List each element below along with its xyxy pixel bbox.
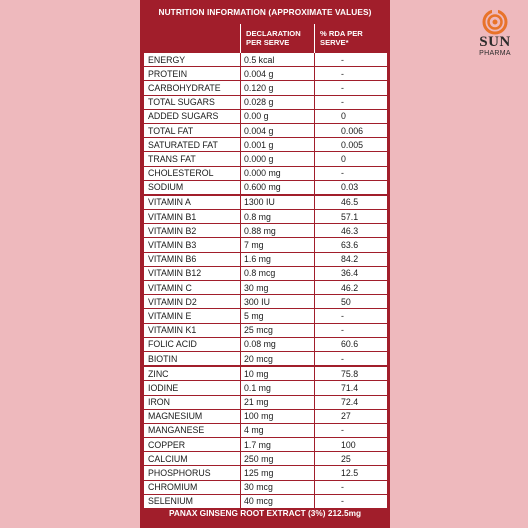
table-row xyxy=(144,224,388,238)
table-row xyxy=(144,152,388,166)
rda-cell: 25 xyxy=(315,452,388,466)
nutrient-cell: BIOTIN xyxy=(144,351,241,366)
rda-cell: 12.5 xyxy=(315,466,388,480)
nutrient-cell: MANGANESE xyxy=(144,423,241,437)
declaration-cell: 0.88 mg xyxy=(241,224,315,238)
table-row xyxy=(144,494,388,508)
table-row xyxy=(144,180,388,195)
rda-cell: - xyxy=(315,81,388,95)
logo-sub: PHARMA xyxy=(479,50,511,57)
rda-cell: - xyxy=(315,423,388,437)
rda-cell: - xyxy=(315,494,388,508)
logo-brand: SUN xyxy=(479,34,511,50)
rda-cell: - xyxy=(315,67,388,81)
rda-cell: 75.8 xyxy=(315,366,388,381)
declaration-cell: 0.5 kcal xyxy=(241,53,315,67)
nutrient-cell: VITAMIN K1 xyxy=(144,323,241,337)
rda-cell: 100 xyxy=(315,438,388,452)
declaration-cell: 0.8 mg xyxy=(241,210,315,224)
header-declaration: DECLARATION PER SERVE xyxy=(241,24,315,53)
table-row xyxy=(144,109,388,123)
nutrient-cell: CARBOHYDRATE xyxy=(144,81,241,95)
nutrient-cell: VITAMIN B12 xyxy=(144,266,241,280)
table-row xyxy=(144,409,388,423)
declaration-cell: 20 mcg xyxy=(241,351,315,366)
rda-cell: - xyxy=(315,166,388,180)
table-row xyxy=(144,53,388,67)
nutrient-cell: VITAMIN B2 xyxy=(144,224,241,238)
declaration-cell: 0.1 mg xyxy=(241,381,315,395)
rda-cell: 46.5 xyxy=(315,195,388,210)
table-row xyxy=(144,238,388,252)
rda-cell: - xyxy=(315,95,388,109)
nutrient-cell: COPPER xyxy=(144,438,241,452)
table-row xyxy=(144,210,388,224)
nutrient-cell: IODINE xyxy=(144,381,241,395)
table-row xyxy=(144,381,388,395)
declaration-cell: 0.000 g xyxy=(241,152,315,166)
rda-cell: 46.3 xyxy=(315,224,388,238)
nutrient-cell: CHOLESTEROL xyxy=(144,166,241,180)
declaration-cell: 0.00 g xyxy=(241,109,315,123)
table-row xyxy=(144,281,388,295)
rda-cell: - xyxy=(315,309,388,323)
nutrient-cell: PROTEIN xyxy=(144,67,241,81)
nutrient-cell: CHROMIUM xyxy=(144,480,241,494)
declaration-cell: 30 mcg xyxy=(241,480,315,494)
table-row xyxy=(144,295,388,309)
table-row xyxy=(144,309,388,323)
declaration-cell: 0.004 g xyxy=(241,123,315,137)
nutrient-cell: SELENIUM xyxy=(144,494,241,508)
nutrient-cell: VITAMIN B3 xyxy=(144,238,241,252)
table-row xyxy=(144,266,388,280)
declaration-cell: 0.004 g xyxy=(241,67,315,81)
rda-cell: 84.2 xyxy=(315,252,388,266)
rda-cell: 71.4 xyxy=(315,381,388,395)
nutrient-cell: VITAMIN A xyxy=(144,195,241,210)
table-row xyxy=(144,366,388,381)
declaration-cell: 0.8 mcg xyxy=(241,266,315,280)
rda-cell: 63.6 xyxy=(315,238,388,252)
declaration-cell: 0.028 g xyxy=(241,95,315,109)
declaration-cell: 1.7 mg xyxy=(241,438,315,452)
rda-cell: - xyxy=(315,480,388,494)
declaration-cell: 1.6 mg xyxy=(241,252,315,266)
nutrient-cell: VITAMIN B1 xyxy=(144,210,241,224)
declaration-cell: 30 mg xyxy=(241,281,315,295)
header-row xyxy=(144,24,388,53)
declaration-cell: 300 IU xyxy=(241,295,315,309)
nutrient-cell: IRON xyxy=(144,395,241,409)
rda-cell: 57.1 xyxy=(315,210,388,224)
nutrient-cell: TOTAL SUGARS xyxy=(144,95,241,109)
declaration-cell: 21 mg xyxy=(241,395,315,409)
declaration-cell: 7 mg xyxy=(241,238,315,252)
table-row xyxy=(144,351,388,366)
table-row xyxy=(144,423,388,437)
header-rda: % RDA PER SERVE* xyxy=(315,24,388,53)
rda-cell: 0.03 xyxy=(315,180,388,195)
table-row xyxy=(144,81,388,95)
declaration-cell: 40 mcg xyxy=(241,494,315,508)
nutrient-cell: VITAMIN B6 xyxy=(144,252,241,266)
nutrient-cell: SODIUM xyxy=(144,180,241,195)
nutrient-cell: SATURATED FAT xyxy=(144,138,241,152)
nutrient-cell: MAGNESIUM xyxy=(144,409,241,423)
table-row xyxy=(144,195,388,210)
declaration-cell: 25 mcg xyxy=(241,323,315,337)
rda-cell: - xyxy=(315,53,388,67)
declaration-cell: 100 mg xyxy=(241,409,315,423)
table-row xyxy=(144,67,388,81)
nutrient-cell: CALCIUM xyxy=(144,452,241,466)
nutrient-cell: VITAMIN C xyxy=(144,281,241,295)
nutrient-cell: ZINC xyxy=(144,366,241,381)
declaration-cell: 10 mg xyxy=(241,366,315,381)
rda-cell: 0 xyxy=(315,152,388,166)
declaration-cell: 1300 IU xyxy=(241,195,315,210)
table-row xyxy=(144,480,388,494)
table-row xyxy=(144,138,388,152)
rda-cell: 72.4 xyxy=(315,395,388,409)
table-row xyxy=(144,323,388,337)
nutrient-cell: PHOSPHORUS xyxy=(144,466,241,480)
declaration-cell: 0.600 mg xyxy=(241,180,315,195)
nutrient-cell: TOTAL FAT xyxy=(144,123,241,137)
declaration-cell: 4 mg xyxy=(241,423,315,437)
nutrition-table xyxy=(143,24,388,509)
rda-cell: 46.2 xyxy=(315,281,388,295)
table-title: NUTRITION INFORMATION (APPROXIMATE VALUES) xyxy=(158,7,372,17)
footer-note: PANAX GINSENG ROOT EXTRACT (3%) 212.5mg xyxy=(168,508,362,518)
rda-cell: 60.6 xyxy=(315,337,388,351)
nutrient-cell: ADDED SUGARS xyxy=(144,109,241,123)
nutrient-cell: FOLIC ACID xyxy=(144,337,241,351)
rda-cell: 50 xyxy=(315,295,388,309)
declaration-cell: 0.000 mg xyxy=(241,166,315,180)
nutrient-cell: VITAMIN E xyxy=(144,309,241,323)
nutrient-cell: VITAMIN D2 xyxy=(144,295,241,309)
table-row xyxy=(144,466,388,480)
declaration-cell: 0.08 mg xyxy=(241,337,315,351)
table-row xyxy=(144,252,388,266)
declaration-cell: 0.001 g xyxy=(241,138,315,152)
rda-cell: 0.006 xyxy=(315,123,388,137)
declaration-cell: 0.120 g xyxy=(241,81,315,95)
table-body xyxy=(144,53,388,509)
rda-cell: 0 xyxy=(315,109,388,123)
table-row xyxy=(144,337,388,351)
sun-pharma-logo xyxy=(472,8,518,62)
rda-cell: 27 xyxy=(315,409,388,423)
rda-cell: 36.4 xyxy=(315,266,388,280)
header-nutrient xyxy=(144,24,241,53)
table-row xyxy=(144,166,388,180)
declaration-cell: 125 mg xyxy=(241,466,315,480)
table-row xyxy=(144,438,388,452)
table-row xyxy=(144,452,388,466)
rda-cell: 0.005 xyxy=(315,138,388,152)
rda-cell: - xyxy=(315,351,388,366)
rda-cell: - xyxy=(315,323,388,337)
nutrient-cell: TRANS FAT xyxy=(144,152,241,166)
declaration-cell: 5 mg xyxy=(241,309,315,323)
nutrient-cell: ENERGY xyxy=(144,53,241,67)
table-row xyxy=(144,123,388,137)
declaration-cell: 250 mg xyxy=(241,452,315,466)
table-row xyxy=(144,395,388,409)
table-row xyxy=(144,95,388,109)
